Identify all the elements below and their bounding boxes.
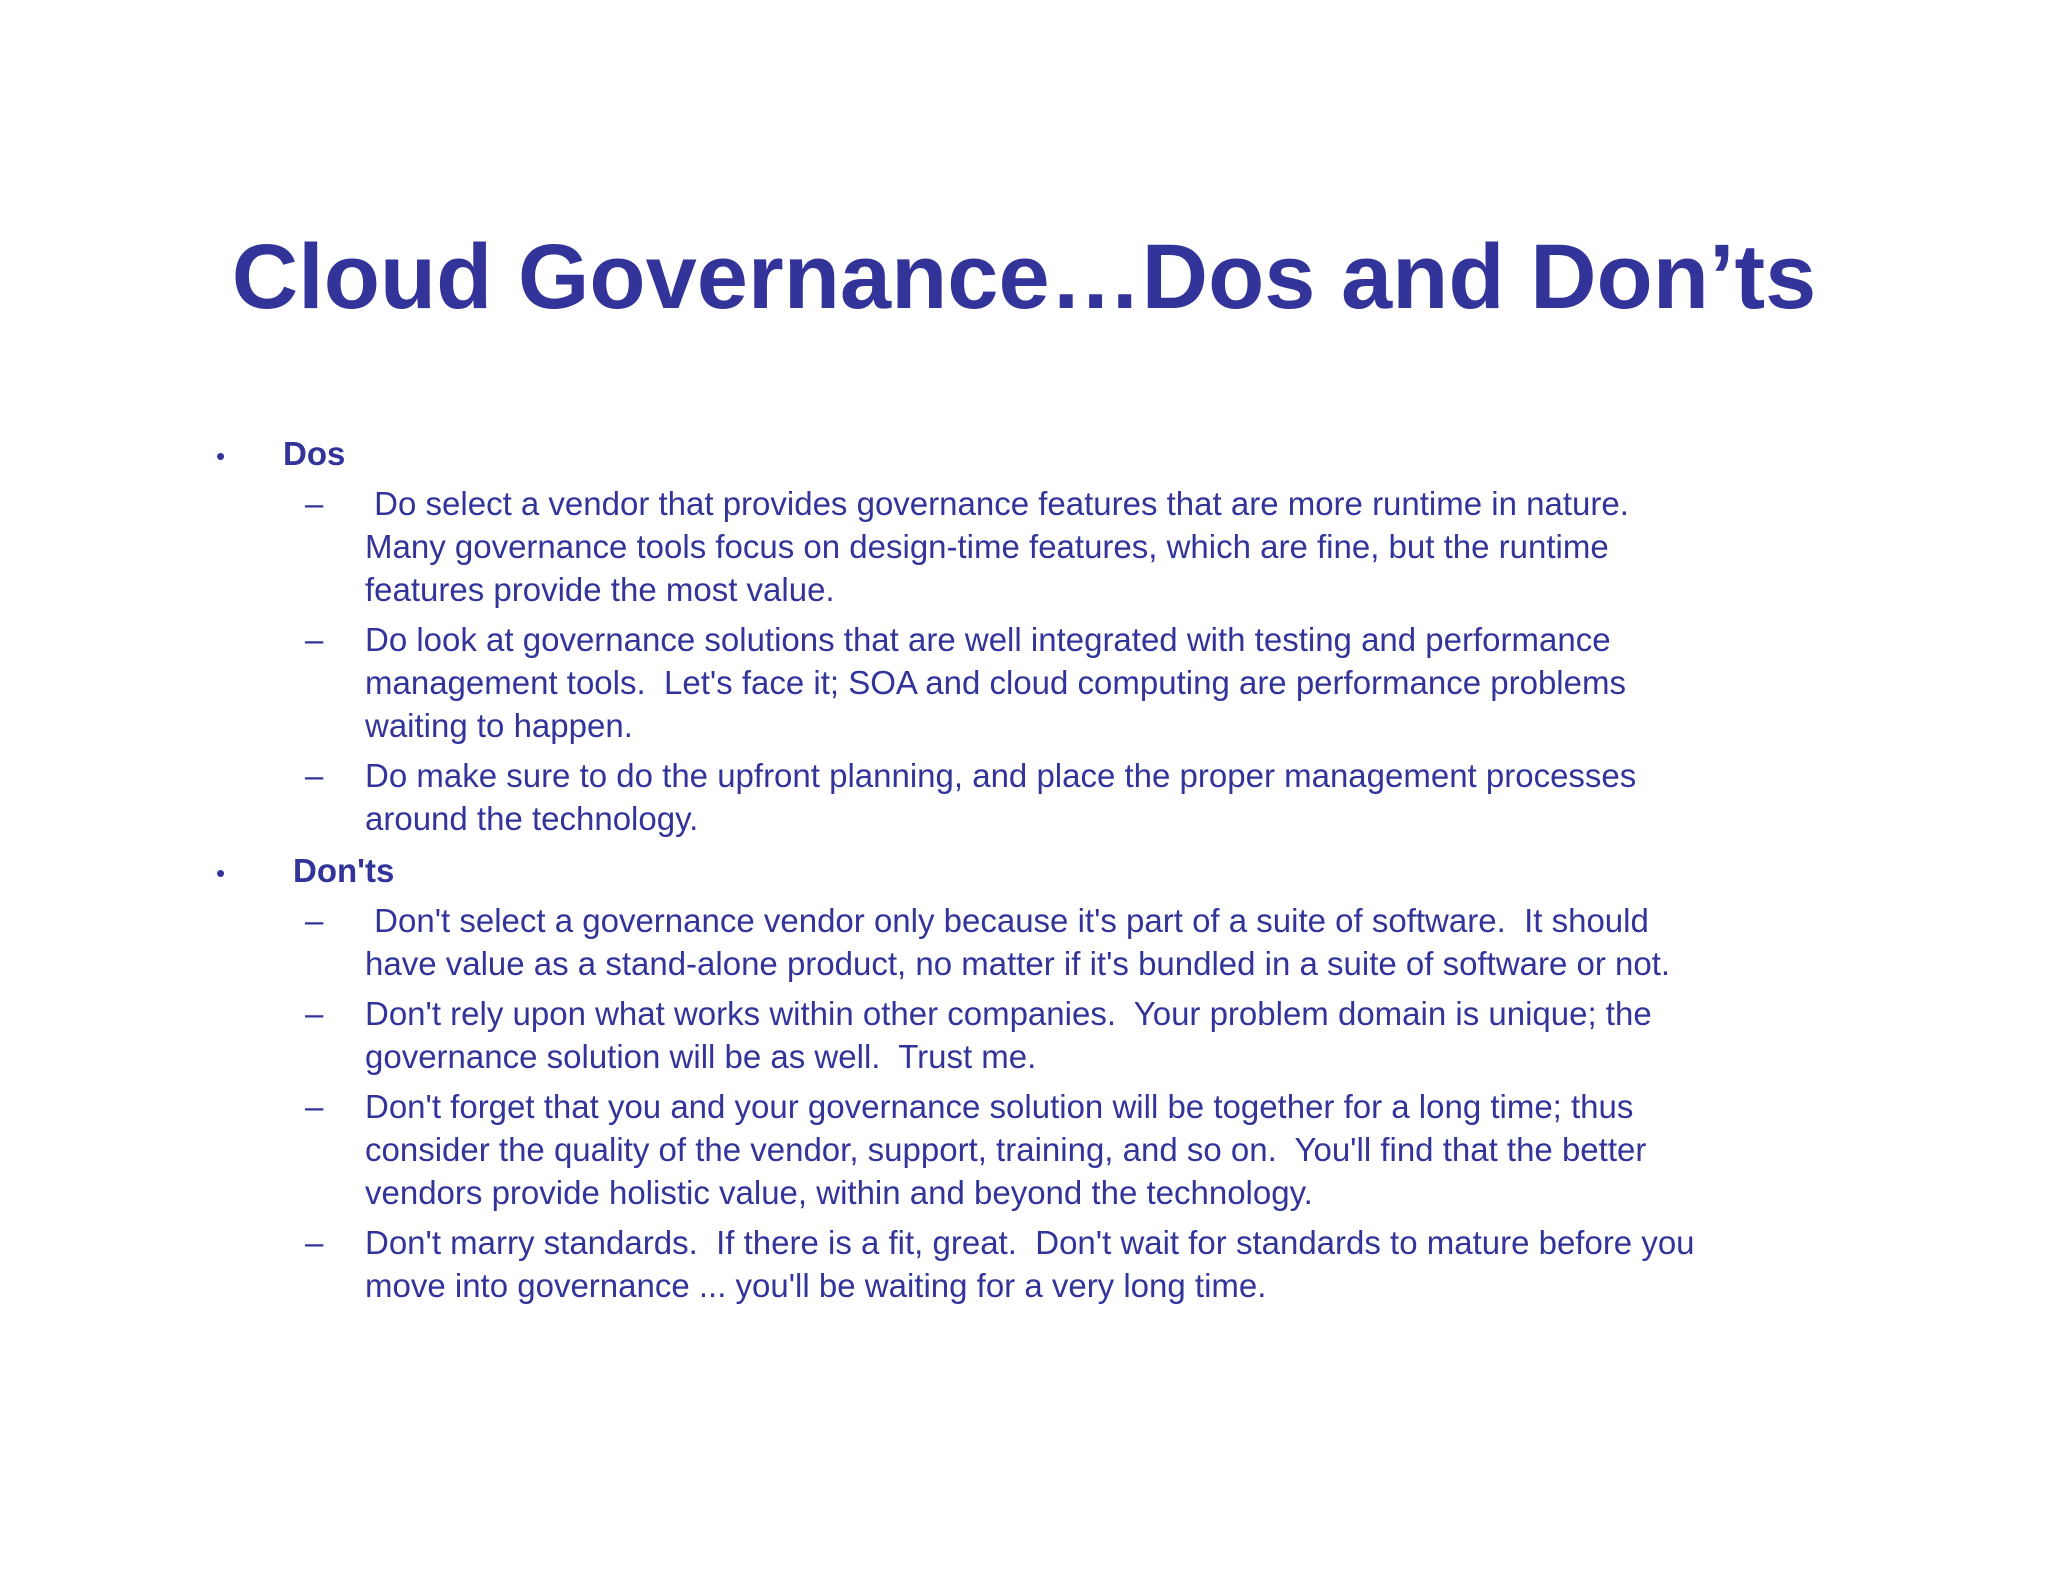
dash-icon: – xyxy=(305,621,324,658)
dash-icon: – xyxy=(305,1224,324,1261)
dash-icon: – xyxy=(305,1088,324,1125)
dash-icon: – xyxy=(305,995,324,1032)
list-item xyxy=(213,1221,1833,1307)
section-header xyxy=(213,430,1833,482)
list-item xyxy=(213,1085,1833,1214)
section-dos xyxy=(213,430,1833,840)
dash-icon: – xyxy=(305,902,324,939)
item-text: Don't rely upon what works within other companies. Your problem domain is unique; the governance solution will be as well. Trust me. xyxy=(365,995,1652,1075)
bullet-icon: • xyxy=(216,441,226,471)
item-text: Don't marry standards. If there is a fit, great. Don't wait for standards to mature before you move into governance ... you'll be waiting for a very long time. xyxy=(365,1224,1695,1304)
item-text: Don't select a governance vendor only because it's part of a suite of software. It should have value as a stand-alone product, no matter if it's bundled in a suite of software or not. xyxy=(365,902,1671,982)
item-text: Do look at governance solutions that are well integrated with testing and performance management tools. Let's face it; SOA and cloud computing are performance problems waiting to happen. xyxy=(365,621,1626,744)
list-item xyxy=(213,618,1833,747)
dash-icon: – xyxy=(305,485,324,522)
list-item xyxy=(213,899,1833,985)
item-text: Don't forget that you and your governance solution will be together for a long time; thus consider the quality of the vendor, support, training, and so on. You'll find that the better vendors provide holistic value, within and beyond the technology. xyxy=(365,1088,1647,1211)
section-heading: Dos xyxy=(283,435,346,472)
list-item xyxy=(213,482,1833,611)
section-donts xyxy=(213,847,1833,1307)
bullet-icon: • xyxy=(216,858,226,888)
item-list xyxy=(213,482,1833,840)
slide-title: Cloud Governance…Dos and Don’ts xyxy=(231,226,1817,328)
section-header xyxy=(213,847,1833,899)
item-text: Do select a vendor that provides governance features that are more runtime in nature. Many governance tools focus on design-time features, which are fine, but the runtime features provide the most value. xyxy=(365,485,1629,608)
list-item xyxy=(213,992,1833,1078)
item-list xyxy=(213,899,1833,1307)
list-item xyxy=(213,754,1833,840)
slide-body xyxy=(213,430,1833,1314)
dash-icon: – xyxy=(305,757,324,794)
item-text: Do make sure to do the upfront planning, and place the proper management processes around the technology. xyxy=(365,757,1637,837)
section-heading: Don'ts xyxy=(293,852,395,889)
